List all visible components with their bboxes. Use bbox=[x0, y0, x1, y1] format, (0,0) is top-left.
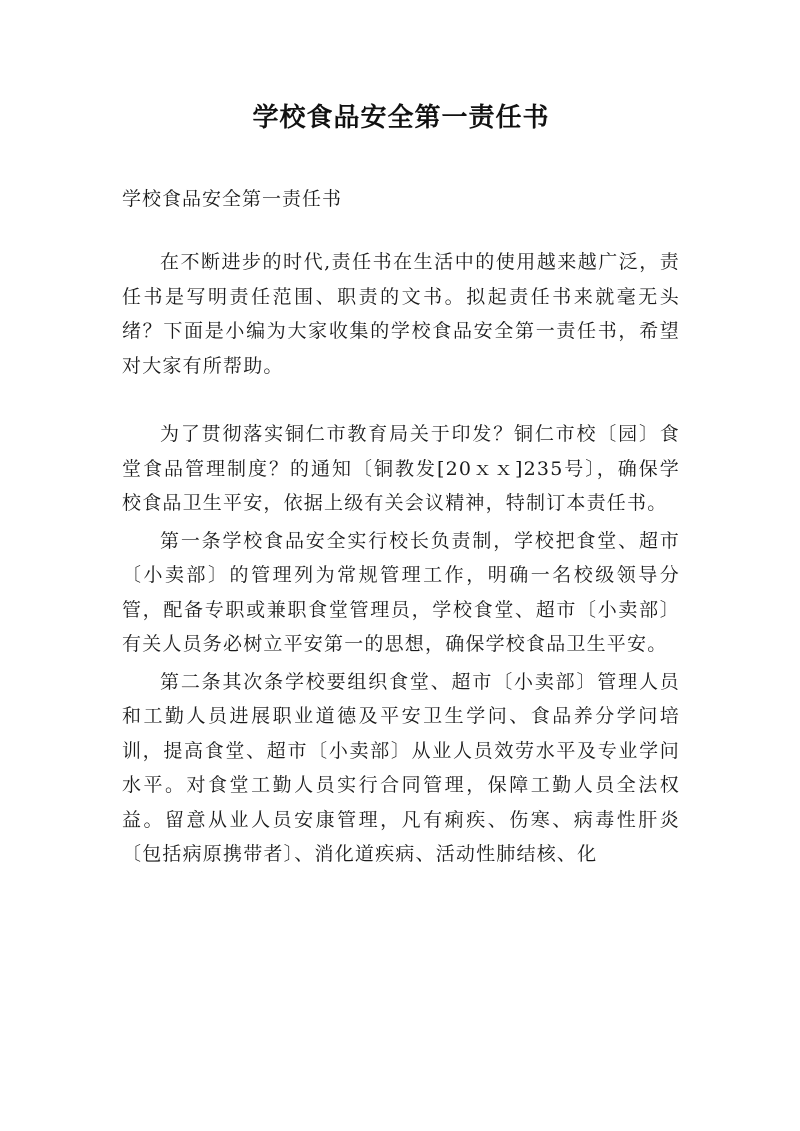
document-subtitle: 学校食品安全第一责任书 bbox=[122, 188, 343, 210]
paragraph-purpose: 为了贯彻落实铜仁市教育局关于印发？铜仁市校〔园〕食堂食品管理制度？的通知〔铜教发[20ｘｘ]235号〕，确保学校食品卫生平安，依据上级有关会议精神，特制订本责任书。 bbox=[122, 423, 680, 514]
paragraph-intro: 在不断进步的时代,责任书在生活中的使用越来越广泛，责任书是写明责任范围、职责的文书。拟起责任书来就毫无头绪？下面是小编为大家收集的学校食品安全第一责任书，希望对大家有所帮助。 bbox=[122, 251, 680, 377]
paragraph-article-1: 第一条学校食品安全实行校长负责制，学校把食堂、超市〔小卖部〕的管理列为常规管理工作，明确一名校级领导分管，配备专职或兼职食堂管理员，学校食堂、超市〔小卖部〕有关人员务必树立平安第一的思想，确保学校食品卫生平安。 bbox=[122, 529, 680, 655]
document-title: 学校食品安全第一责任书 bbox=[252, 103, 550, 133]
paragraph-article-2: 第二条其次条学校要组织食堂、超市〔小卖部〕管理人员和工勤人员进展职业道德及平安卫生学问、食品养分学问培训，提高食堂、超市〔小卖部〕从业人员效劳水平及专业学问水平。对食堂工勤人员实行合同管理，保障工勤人员全法权益。留意从业人员安康管理，凡有痢疾、伤寒、病毒性肝炎〔包括病原携带者〕、消化道疾病、活动性肺结核、化 bbox=[122, 670, 680, 865]
